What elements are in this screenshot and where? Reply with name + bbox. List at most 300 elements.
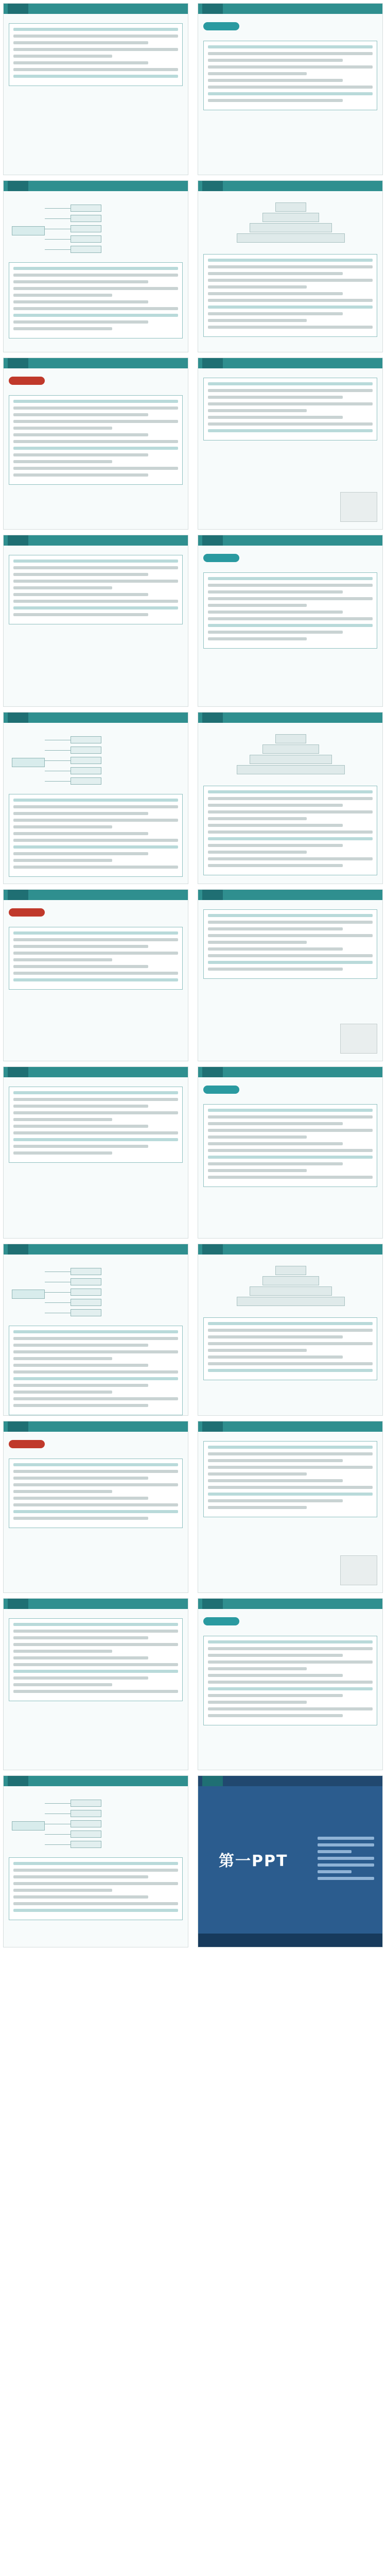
text-line (208, 312, 343, 315)
text-line (208, 45, 373, 48)
text-line (13, 1650, 112, 1653)
text-line (208, 1362, 373, 1365)
text-line (13, 1370, 178, 1374)
pyramid-tier (262, 213, 319, 222)
slide-title-tab (8, 535, 28, 546)
text-line (13, 1643, 178, 1646)
text-line (13, 420, 178, 423)
text-line (13, 274, 178, 277)
diagram-connector (45, 760, 71, 761)
text-line (208, 824, 343, 827)
slide-header-band (4, 1599, 188, 1609)
text-box (203, 1636, 377, 1725)
text-box (9, 1087, 183, 1163)
text-line (13, 1091, 178, 1094)
section-badge (9, 377, 45, 385)
slide-header-band (198, 535, 382, 546)
diagram-node (71, 1800, 101, 1807)
text-line (13, 952, 178, 955)
slide-content (9, 1438, 183, 1587)
text-line (13, 1869, 178, 1872)
slide-title-tab (202, 4, 223, 14)
text-line (13, 866, 178, 869)
text-line (208, 934, 373, 937)
text-box (203, 1441, 377, 1517)
text-line (208, 1176, 373, 1179)
text-line (13, 1889, 112, 1892)
slide-title-tab (8, 1776, 28, 1786)
slide-title-tab (202, 890, 223, 900)
diagram-node (71, 1831, 101, 1838)
text-box (9, 395, 183, 485)
text-line (208, 804, 343, 807)
slide-panel[interactable] (3, 180, 188, 352)
slide-title-tab (8, 713, 28, 723)
text-line (13, 613, 148, 616)
text-line (13, 460, 112, 463)
text-line (208, 1714, 343, 1717)
pyramid-tier (275, 1266, 306, 1275)
text-line (13, 1125, 148, 1128)
text-line (208, 837, 373, 840)
text-box (203, 378, 377, 440)
diagram-node (71, 235, 101, 243)
text-line (13, 586, 112, 589)
text-line (13, 1497, 148, 1500)
text-line (208, 416, 343, 419)
text-line (13, 1875, 148, 1878)
slide-content (203, 552, 377, 701)
diagram-node (71, 246, 101, 253)
diagram-node (71, 767, 101, 774)
text-line (208, 299, 373, 302)
slide-content (9, 20, 183, 170)
text-line (13, 1477, 148, 1480)
text-line (13, 580, 178, 583)
text-line (208, 577, 373, 580)
text-line (208, 1452, 373, 1455)
text-line (208, 611, 343, 614)
text-line (13, 440, 178, 443)
slide-header-band (4, 1776, 188, 1786)
text-line (13, 573, 148, 576)
text-line (208, 285, 307, 289)
text-line (318, 1877, 374, 1880)
text-line (13, 1377, 178, 1380)
text-line (13, 327, 112, 330)
text-line (208, 1660, 373, 1664)
text-line (208, 265, 373, 268)
text-line (208, 1115, 373, 1118)
section-badge (9, 908, 45, 917)
ppt-logo: 第一PPT (219, 1852, 288, 1870)
text-line (208, 1162, 343, 1165)
text-line (208, 921, 373, 924)
text-line (13, 1337, 178, 1340)
pyramid-diagram (203, 1266, 377, 1312)
slide-panel[interactable] (198, 1598, 383, 1770)
text-line (13, 1690, 178, 1693)
slide-title-tab (8, 1244, 28, 1255)
text-line (13, 1364, 148, 1367)
slide-header-band (198, 4, 382, 14)
text-box (9, 927, 183, 990)
slide-content (203, 20, 377, 170)
diagram-node (71, 777, 101, 785)
text-line (13, 1098, 178, 1101)
pyramid-tier (275, 734, 306, 743)
text-line (13, 287, 178, 290)
diagram-node (71, 1299, 101, 1306)
diagram-root (12, 1821, 45, 1831)
diagram-node (71, 1309, 101, 1316)
text-line (13, 1463, 178, 1466)
text-line (208, 259, 373, 262)
slide-content (203, 729, 377, 878)
slide-panel[interactable] (198, 1421, 383, 1593)
section-badge (203, 1086, 239, 1094)
text-line (13, 1384, 148, 1387)
diagram-node (71, 747, 101, 754)
text-line (13, 566, 178, 569)
diagram-connector (45, 1834, 71, 1835)
text-line (13, 68, 178, 71)
text-line (208, 92, 373, 95)
text-line (13, 1404, 148, 1407)
text-line (208, 1335, 343, 1338)
slide-content (9, 1792, 183, 1942)
text-line (13, 1909, 178, 1912)
slide-panel[interactable] (198, 1244, 383, 1416)
diagram-connector (45, 781, 71, 782)
text-line (208, 326, 373, 329)
text-line (208, 402, 373, 405)
text-line (208, 1707, 373, 1710)
text-line (318, 1843, 374, 1846)
text-line (318, 1850, 352, 1853)
text-line (208, 844, 343, 847)
text-box (203, 1104, 377, 1187)
concept-diagram (9, 1797, 183, 1853)
text-line (208, 422, 373, 426)
diagram-connector (45, 750, 71, 751)
text-line (208, 864, 343, 867)
illustration-figure (340, 1024, 377, 1054)
text-line (208, 1479, 343, 1482)
slide-header-band (198, 890, 382, 900)
text-line (13, 1330, 178, 1333)
text-line (208, 389, 373, 392)
slide-title-tab (8, 1599, 28, 1609)
slide-content (9, 1261, 183, 1410)
text-line (208, 65, 373, 69)
text-line (13, 35, 178, 38)
slide-content (9, 375, 183, 524)
slide-content (203, 1261, 377, 1410)
slide-header-band (4, 4, 188, 14)
diagram-root (12, 758, 45, 767)
text-line (208, 927, 343, 930)
text-line (13, 606, 178, 609)
slide-panel[interactable] (3, 3, 188, 175)
text-line (13, 300, 148, 303)
text-line (208, 851, 307, 854)
slide-panel[interactable] (3, 358, 188, 530)
section-badge (203, 22, 239, 30)
text-line (13, 280, 148, 283)
slide-panel[interactable] (3, 535, 188, 707)
text-line (13, 48, 178, 51)
slide-panel[interactable] (3, 1775, 188, 1947)
text-line (13, 1517, 148, 1520)
text-line (208, 1349, 307, 1352)
text-line (13, 593, 148, 596)
slide-panel[interactable] (198, 180, 383, 352)
text-line (13, 447, 178, 450)
diagram-connector (45, 1302, 71, 1303)
slide-header-band (198, 358, 382, 368)
text-line (13, 819, 178, 822)
diagram-node (71, 1268, 101, 1275)
text-line (13, 859, 112, 862)
text-line (208, 817, 307, 820)
text-box (9, 1618, 183, 1701)
text-line (13, 55, 112, 58)
slide-title-tab (202, 1067, 223, 1077)
text-line (13, 41, 148, 44)
slide-panel[interactable] (3, 1244, 188, 1416)
slide-header-band (198, 1067, 382, 1077)
text-line (208, 941, 307, 944)
text-line (13, 1490, 112, 1493)
slide-header-band (4, 1067, 188, 1077)
text-line (13, 61, 148, 64)
slide-panel[interactable] (198, 889, 383, 1061)
text-line (13, 267, 178, 270)
text-line (13, 1118, 112, 1121)
text-line (13, 1676, 148, 1680)
text-line (208, 72, 307, 75)
slide-panel[interactable] (3, 889, 188, 1061)
text-line (208, 409, 307, 412)
slide-panel[interactable] (198, 3, 383, 175)
text-line (208, 86, 373, 89)
text-line (13, 805, 178, 808)
text-line (208, 1322, 373, 1325)
text-line (208, 1329, 373, 1332)
slide-header-band (198, 713, 382, 723)
concept-diagram (9, 733, 183, 790)
text-line (208, 617, 373, 620)
slide-header-band (4, 1421, 188, 1432)
text-line (208, 1694, 343, 1697)
slide-content (203, 1083, 377, 1233)
text-line (13, 1882, 178, 1885)
diagram-connector (45, 218, 71, 219)
text-line (13, 307, 178, 310)
text-line (13, 1510, 178, 1513)
text-line (13, 1683, 112, 1686)
text-line (208, 59, 343, 62)
slide-content (9, 1615, 183, 1765)
text-line (208, 306, 373, 309)
diagram-root (12, 226, 45, 235)
slide-header-band (198, 1244, 382, 1255)
slide-content (203, 1615, 377, 1765)
diagram-connector (45, 1803, 71, 1804)
text-line (318, 1837, 374, 1840)
diagram-node (71, 736, 101, 743)
text-line (208, 1122, 343, 1125)
diagram-root (12, 1290, 45, 1299)
slide-title-tab (202, 358, 223, 368)
slide-content (203, 197, 377, 347)
text-line (208, 590, 343, 594)
diagram-connector (45, 208, 71, 209)
text-line (13, 1862, 178, 1865)
slide-panel[interactable] (198, 1066, 383, 1239)
text-line (13, 467, 178, 470)
slide-header-band (4, 1244, 188, 1255)
pyramid-tier (237, 1297, 345, 1306)
text-line (208, 584, 373, 587)
diagram-node (71, 1289, 101, 1296)
text-line (208, 810, 373, 814)
text-line (13, 427, 112, 430)
text-line (13, 1623, 178, 1626)
text-line (208, 1169, 307, 1172)
text-line (13, 473, 148, 477)
diagram-node (71, 1278, 101, 1285)
text-box (203, 41, 377, 110)
diagram-connector (45, 1844, 71, 1845)
diagram-node (71, 757, 101, 764)
slide-title-tab (202, 1244, 223, 1255)
pyramid-tier (262, 744, 319, 754)
section-badge (203, 1617, 239, 1625)
text-line (13, 1397, 178, 1400)
text-line (13, 1483, 178, 1486)
text-line (208, 1149, 373, 1152)
diagram-node (71, 1841, 101, 1848)
text-box (203, 1317, 377, 1380)
slide-title-tab (8, 181, 28, 191)
text-line (208, 79, 343, 82)
text-line (13, 320, 148, 324)
slide-title-tab (202, 535, 223, 546)
text-line (208, 954, 373, 957)
text-line (208, 429, 373, 432)
text-line (208, 631, 343, 634)
text-line (13, 1357, 112, 1360)
slide-panel[interactable] (3, 1066, 188, 1239)
text-line (13, 600, 178, 603)
text-line (318, 1857, 374, 1860)
slide-header-band (198, 1776, 382, 1786)
diagram-node (71, 1810, 101, 1817)
text-line (13, 812, 148, 815)
text-line (13, 1391, 112, 1394)
text-line (208, 382, 373, 385)
text-line (208, 1472, 307, 1476)
slide-header-band (4, 358, 188, 368)
text-line (13, 1670, 178, 1673)
slide-title-tab (202, 181, 223, 191)
text-line (208, 292, 343, 295)
illustration-figure (340, 492, 377, 522)
text-line (13, 28, 178, 31)
slide-content (9, 1083, 183, 1233)
slide-title-tab (8, 358, 28, 368)
text-box (9, 262, 183, 338)
text-line (13, 832, 148, 835)
pyramid-diagram (203, 734, 377, 781)
text-line (208, 790, 373, 793)
text-line (208, 272, 343, 275)
text-line (13, 1663, 178, 1666)
slide-title-tab (8, 4, 28, 14)
text-line (208, 52, 373, 55)
slide-header-band (4, 890, 188, 900)
text-line (13, 972, 178, 975)
text-line (13, 75, 178, 78)
text-box (9, 23, 183, 86)
slide-panel[interactable] (3, 1598, 188, 1770)
text-line (318, 1870, 352, 1873)
slide-title-tab (202, 1421, 223, 1432)
text-line (13, 1895, 148, 1899)
slide-panel[interactable] (198, 1775, 383, 1947)
text-line (208, 1687, 373, 1690)
text-line (13, 453, 148, 456)
text-line (208, 597, 373, 600)
text-line (13, 1470, 178, 1473)
concept-diagram (9, 1265, 183, 1321)
slide-panel[interactable] (3, 1421, 188, 1593)
slide-panel[interactable] (198, 535, 383, 707)
slide-content (9, 552, 183, 701)
text-line (13, 1145, 148, 1148)
text-line (13, 314, 178, 317)
slide-title-tab (8, 1421, 28, 1432)
text-box (203, 572, 377, 649)
text-line (13, 978, 178, 981)
text-box (9, 1857, 183, 1920)
slide-panel[interactable] (3, 712, 188, 884)
ppt-footer (198, 1934, 382, 1947)
text-line (13, 931, 178, 935)
text-box (9, 555, 183, 624)
text-line (208, 831, 373, 834)
slide-title-tab (202, 713, 223, 723)
diagram-node (71, 1820, 101, 1827)
text-line (208, 637, 307, 640)
pyramid-tier (250, 223, 332, 232)
diagram-node (71, 225, 101, 232)
text-line (13, 839, 178, 842)
slide-title-tab (202, 1599, 223, 1609)
text-line (208, 604, 307, 607)
text-line (13, 560, 178, 563)
diagram-node (71, 205, 101, 212)
slide-panel[interactable] (198, 712, 383, 884)
pyramid-diagram (203, 202, 377, 249)
text-line (208, 1506, 307, 1509)
text-line (208, 1493, 373, 1496)
text-line (13, 413, 148, 416)
slide-panel[interactable] (198, 358, 383, 530)
text-line (208, 1342, 373, 1345)
